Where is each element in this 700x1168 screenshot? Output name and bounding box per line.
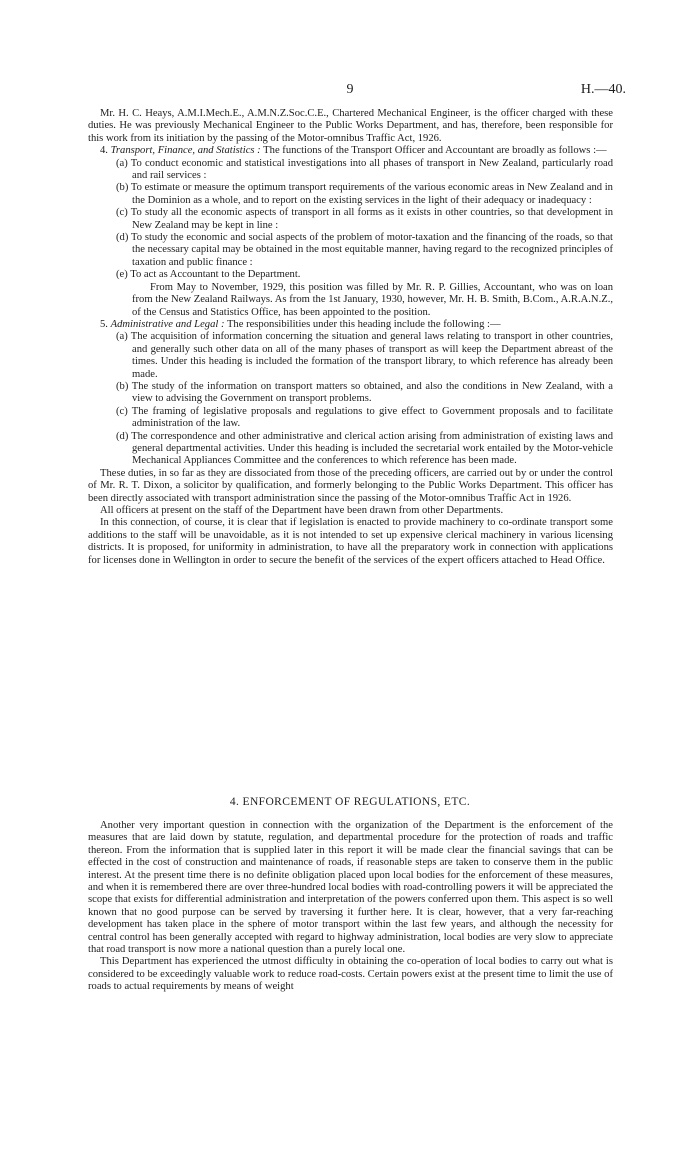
section-4-item-d: (d) To study the economic and social aspects of the problem of motor-taxation and the financing of the roads, so that the necessary capital may be obtained in the most equitable manner, having regard to the recognized principles of taxation and public finance : [116,232,613,268]
document-code: H.—40. [580,82,626,97]
section-5-number: 5. [100,318,108,330]
section-5-heading: Administrative and Legal : [110,318,225,330]
page-number: 9 [346,82,354,97]
intro-paragraph: Mr. H. C. Heays, A.M.I.Mech.E., A.M.N.Z.Soc.C.E., Chartered Mechanical Engineer, is the officer charged with these duties. He was previously Mechanical Engineer to the Public Works Department, and has, therefore, been responsible for this work from its initiation by the passing of the Motor-omnibus Traffic Act, 1926. [88,108,613,144]
body-text-upper [88,108,613,567]
section-5-item-c: (c) The framing of legislative proposals and regulations to give effect to Government proposals and to facilitate administration of the law. [116,405,613,430]
section-5-item-a: (a) The acquisition of information concerning the situation and general laws relating to transport in other countries, and generally such other data on all of the many phases of transport as will keep the Department abreast of the times. Under this heading is included the formation of the transport library, to which reference has already been made. [116,331,613,380]
enforcement-paragraph-2: This Department has experienced the utmost difficulty in obtaining the co-operation of local bodies to carry out what is considered to be exceedingly valuable work to reduce road-costs. Certain powers exist at the present time to limit the use of roads to actual requirements by means of weight [88,956,613,993]
section-5-item-d: (d) The correspondence and other administrative and clerical action arising from administration of existing laws and general departmental activities. Under this heading is included the secretarial work entailed by the Motor-vehicle Mechanical Appliances Committee and the conferences to which reference has been made. [116,430,613,467]
section-4-item-a: (a) To conduct economic and statistical investigations into all phases of transport in New Zealand, particularly road and rail services : [116,157,613,182]
section-4-item-e: (e) To act as Accountant to the Department. [116,269,301,281]
section-4-item-b: (b) To estimate or measure the optimum transport requirements of the various economic areas in New Zealand and in the Dominion as a whole, and to report on the existing services in the light of their adequacy or inadequacy : [116,182,613,206]
section-5-intro-text: The responsibilities under this heading include the following :— [226,318,501,330]
section-4-note: From May to November, 1929, this position was filled by Mr. R. P. Gillies, Accountant, who was on loan from the New Zealand Railways. As from the 1st January, 1930, however, Mr. H. B. Smith, B.Com., A.R.A.N.Z., of the Census and Statistics Office, has been appointed to the position. [132,281,613,318]
enforcement-paragraph-1: Another very important question in connection with the organization of the Department is the enforcement of the measures that are laid down by statute, regulation, and departmental procedure for the protection of roads and traffic thereon. From the information that is supplied later in this report it will be made clear the financial savings that can be effected in the cost of construction and maintenance of roads, if reasonable steps are taken to conserve them in the public interest. At the present time there is no definite obligation placed upon local bodies for the enforcement of these measures, and when it is remembered there are over three-hundred local bodies with road-controlling powers it will be appreciated the scope that exists for differential administration and interpretation of the powers conferred upon them. This aspect is so well known that no good purpose can be served by traversing it further here. It is clear, however, that a very far-reaching development has taken place in the sphere of motor transport within the last few years, and although the necessity for central control has been generally accepted with regard to highway administration, local bodies are very slow to appreciate that road transport is now more a national question than a purely local one. [88,820,613,956]
section-4-number: 4. [100,145,108,157]
section-5-intro [88,319,613,331]
section-4-intro [88,145,613,157]
section-4-item-c: (c) To study all the economic aspects of transport in all forms as it exists in other countries, so that development in New Zealand may be kept in line : [116,207,613,231]
paragraph-duties: These duties, in so far as they are dissociated from those of the preceding officers, are carried out by or under the control of Mr. R. T. Dixon, a solicitor by qualification, and formerly belonging to the Public Works Department. This officer has been directly associated with transport administration since the passing of the Motor-omnibus Traffic Act in 1926. [88,467,613,504]
enforcement-heading: 4. ENFORCEMENT OF REGULATIONS, ETC. [229,796,471,808]
section-4-intro-text: The functions of the Transport Officer and Accountant are broadly as follows :— [263,145,607,157]
section-5-item-b: (b) The study of the information on transport matters so obtained, and also the conditions in New Zealand, with a view to advising the Government on transport problems. [116,380,613,405]
body-text-lower [88,820,613,994]
section-4-heading: Transport, Finance, and Statistics : [110,145,261,157]
paragraph-connection: In this connection, of course, it is clear that if legislation is enacted to provide machinery to co-ordinate transport some additions to the staff will be unavoidable, as it is not intended to set up expensive clerical machinery in various licensing districts. It is proposed, for uniformity in administration, to have all the preparatory work in connection with applications for licenses done in Wellington in order to secure the benefit of the services of the expert officers attached to Head Office. [88,517,613,566]
paragraph-officers: All officers at present on the staff of the Department have been drawn from other Departments. [100,505,504,516]
